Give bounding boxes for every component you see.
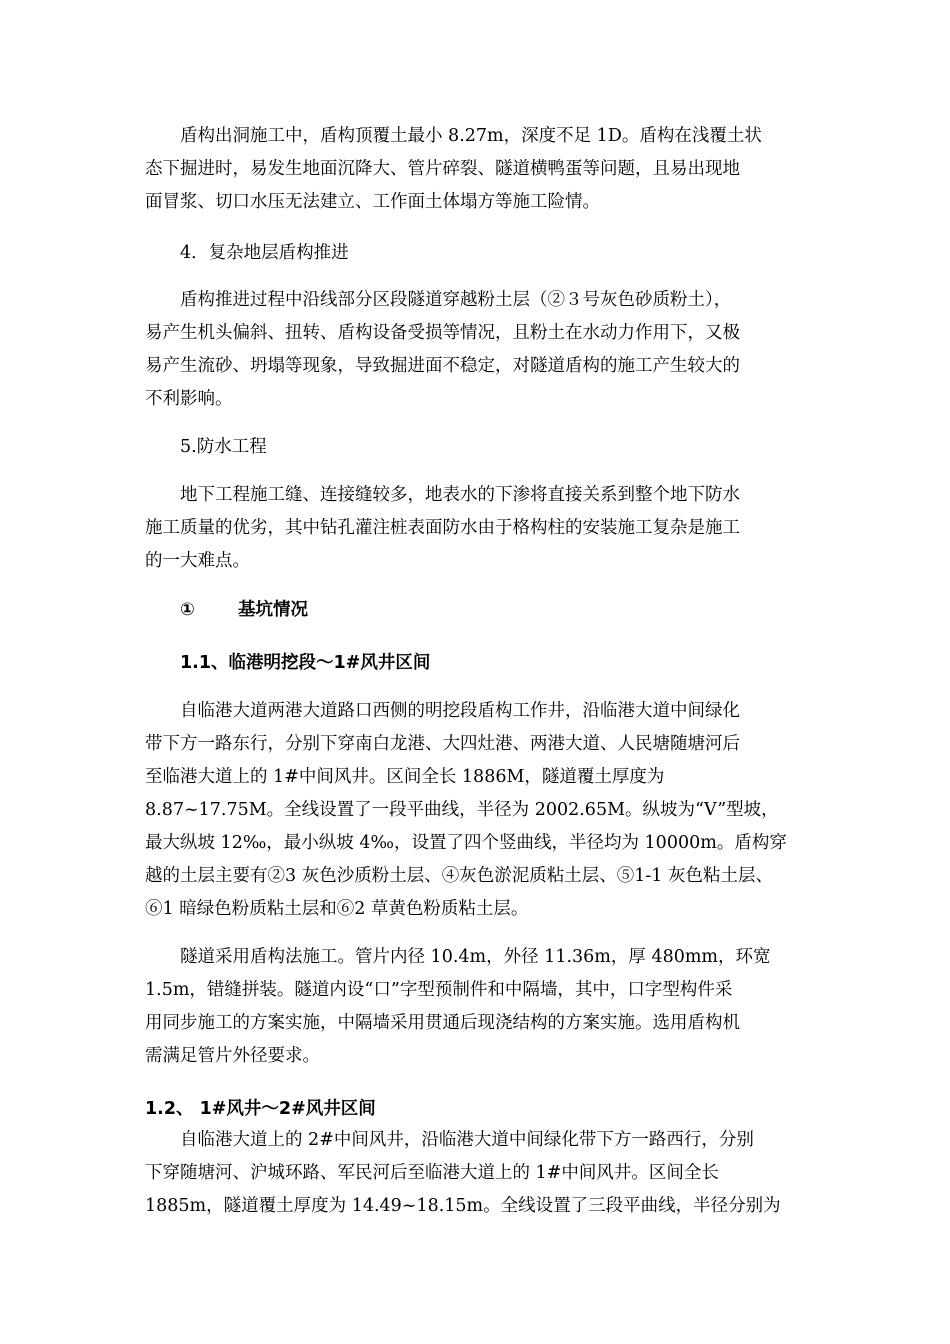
text-line: 盾构推进过程中沿线部分区段隧道穿越粉土层（②３号灰色砂质粉土）， [180,290,732,310]
heading-1-1: 1.1、临港明挖段～1#风井区间 [180,653,431,673]
paragraph-complex-strata [145,284,813,416]
text-line: 的一大难点。 [145,551,250,571]
paragraph-section-1-2 [145,1124,813,1223]
text-line: 隧道采用盾构法施工。管片内径 10.4m，外径 11.36m，厚 480mm，环宽 [180,947,771,967]
text-line: 易产生流砂、坍塌等现象，导致掘进面不稳定，对隧道盾构的施工产生较大的 [145,356,740,376]
text-line: 地下工程施工缝、连接缝较多，地表水的下渗将直接关系到整个地下防水 [180,485,740,505]
section-title: 基坑情况 [238,600,308,620]
text-line: 8.87~17.75M。全线设置了一段平曲线，半径为 2002.65M。纵坡为“V”型坡， [145,800,779,820]
text-line: 态下掘进时，易发生地面沉降大、管片碎裂、隧道横鸭蛋等问题，且易出现地 [145,159,740,179]
text-line: 下穿随塘河、沪城环路、军民河后至临港大道上的 1#中间风井。区间全长 [145,1163,719,1183]
paragraph-waterproofing [145,479,813,578]
text-line: ⑥1 暗绿色粉质粘土层和⑥2 草黄色粉质粘土层。 [145,899,529,919]
text-line: 需满足管片外径要求。 [145,1046,320,1066]
heading-5: 5.防水工程 [180,437,267,457]
paragraph-shield-exit [145,120,813,219]
paragraph-section-1-1 [145,695,813,926]
text-line: 1.5m，错缝拼装。隧道内设“口”字型预制件和中隔墙，其中，口字型构件采 [145,980,733,1000]
text-line: 带下方一路东行，分别下穿南白龙港、大四灶港、两港大道、人民塘随塘河后 [145,734,740,754]
text-line: 自临港大道上的 2#中间风井，沿临港大道中间绿化带下方一路西行，分别 [180,1130,754,1150]
heading-4: 4．复杂地层盾构推进 [180,243,349,263]
text-line: 不利影响。 [145,389,233,409]
text-line: 盾构出洞施工中，盾构顶覆土最小 8.27m，深度不足 1D。盾构在浅覆土状 [180,126,762,146]
text-line: 施工质量的优劣，其中钻孔灌注桩表面防水由于格构柱的安装施工复杂是施工 [145,518,740,538]
heading-1-2: 1.2、 1#风井～2#风井区间 [145,1099,376,1119]
text-line: 至临港大道上的 1#中间风井。区间全长 1886M，隧道覆土厚度为 [145,767,665,787]
text-line: 最大纵坡 12‰，最小纵坡 4‰，设置了四个竖曲线，半径均为 10000m。盾构穿 [145,833,787,853]
paragraph-tunnel-method [145,941,813,1073]
text-line: 自临港大道两港大道路口西侧的明挖段盾构工作井，沿临港大道中间绿化 [180,701,740,721]
text-line: 越的土层主要有②3 灰色沙质粉土层、④灰色淤泥质粘土层、⑤1-1 灰色粘土层、 [145,866,773,886]
section-number: ① [180,600,195,620]
text-line: 易产生机头偏斜、扭转、盾构设备受损等情况，且粉土在水动力作用下，又极 [145,323,740,343]
text-line: 面冒浆、切口水压无法建立、工作面土体塌方等施工险情。 [145,192,600,212]
text-line: 1885m，隧道覆土厚度为 14.49~18.15m。全线设置了三段平曲线，半径分别为 [145,1196,781,1216]
text-line: 用同步施工的方案实施，中隔墙采用贯通后现浇结构的方案实施。选用盾构机 [145,1013,740,1033]
